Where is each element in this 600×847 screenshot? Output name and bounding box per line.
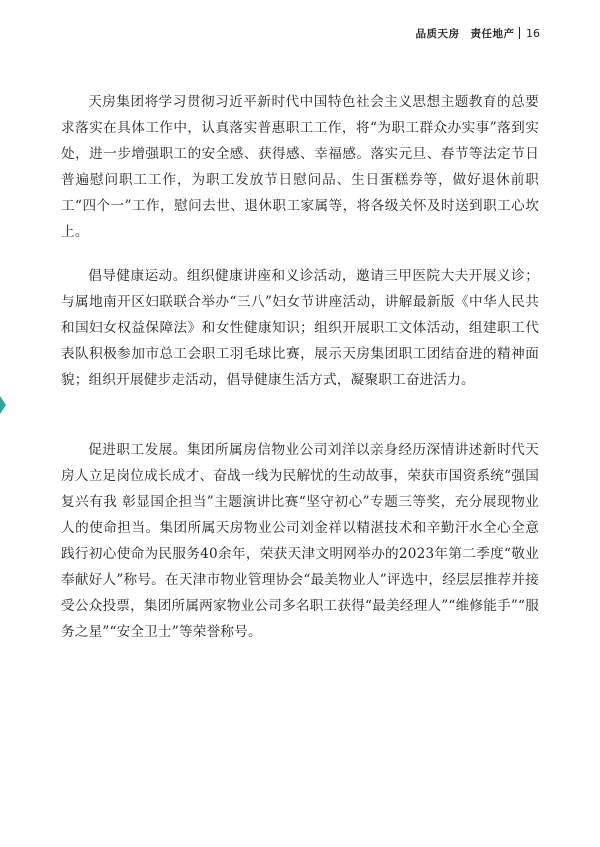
paragraph-development: 促进职工发展。集团所属房信物业公司刘洋以亲身经历深情讲述新时代天房人立足岗位成长成才、奋战一线为民解忧的生动故事，荣获市国资系统“强国复兴有我 彰显国企担当”主题演讲比赛“坚守初心”专题三等奖，充分展现物业人的使命担当。集团所属天房物业公司刘金祥以精湛技术和辛勤汗水全心全意践行初心使命为民服务40余年，荣获天津文明网举办的2023年第二季度“敬业奉献好人”称号。在天津市物业管理协会“最美物业人”评选中，经层层推荐并接受公众投票，集团所属两家物业公司多名职工获得“最美经理人”“维修能手”“服务之星”“安全卫士”等荣誉称号。 — [61, 442, 539, 640]
left-edge-accent-marker — [0, 396, 6, 414]
header-brand: 品质天房 责任地产 — [415, 27, 515, 40]
page-header — [416, 25, 541, 41]
paragraph-welfare: 天房集团将学习贯彻习近平新时代中国特色社会主义思想主题教育的总要求落实在具体工作中，认真落实普惠职工工作，将“为职工群众办实事”落到实处，进一步增强职工的安全感、获得感、幸福感。落实元旦、春节等法定节日普遍慰问职工工作，为职工发放节日慰问品、生日蛋糕券等，做好退休前职工“四个一”工作，慰问去世、退休职工家属等，将各级关怀及时送到职工心坎上。 — [61, 94, 539, 240]
page-number: 16 — [526, 26, 540, 40]
paragraph-health: 倡导健康运动。组织健康讲座和义诊活动，邀请三甲医院大夫开展义诊；与属地南开区妇联联合举办“三八”妇女节讲座活动，讲解最新版《中华人民共和国妇女权益保障法》和女性健康知识；组织开展职工文体活动，组建职工代表队积极参加市总工会职工羽毛球比赛，展示天房集团职工团结奋进的精神面貌；组织开展健步走活动，倡导健康生活方式，凝聚职工奋进活力。 — [61, 268, 539, 388]
header-divider — [519, 27, 521, 39]
